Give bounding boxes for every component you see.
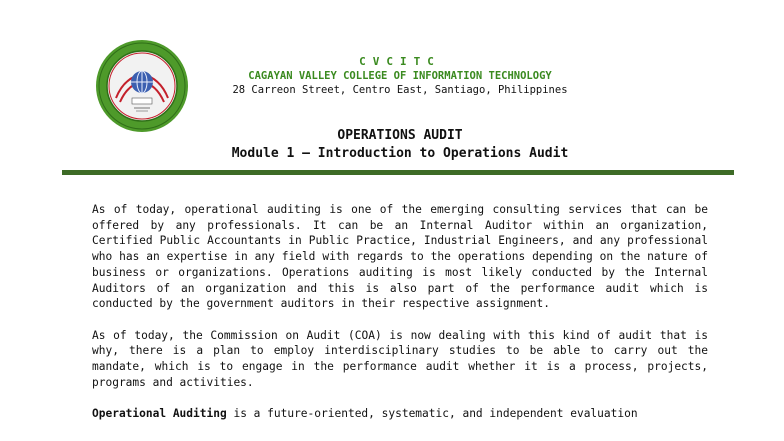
paragraph-lead-text: is a future-oriented, systematic, and independent evaluation — [226, 407, 638, 421]
paragraph-partial — [92, 406, 708, 422]
college-address: 28 Carreon Street, Centro East, Santiago, Philippines — [232, 84, 568, 96]
letterhead — [190, 55, 610, 97]
header-divider — [62, 170, 734, 175]
paragraph-lead-term: Operational Auditing — [92, 407, 227, 421]
document-body — [92, 202, 708, 438]
module-title: Module 1 – Introduction to Operations Audit — [231, 146, 569, 161]
college-seal-icon — [94, 38, 190, 134]
college-acronym: CVCITC — [359, 55, 441, 68]
paragraph: As of today, the Commission on Audit (COA) is now dealing with this kind of audit that is why, there is a plan to employ interdisciplinary studies to be able to carry out the mandate, which is to engage in the performance audit whether it is a process, projects, programs and activities. — [92, 328, 708, 389]
document-titles — [60, 127, 740, 163]
college-name: CAGAYAN VALLEY COLLEGE OF INFORMATION TECHNOLOGY — [248, 70, 552, 82]
paragraph: As of today, operational auditing is one of the emerging consulting services that can be offered by any professionals. It can be an Internal Auditor within an organization, Certified Public Accountants in Public Practice, Industrial Engineers, and any professional who has an expertise in any field with regards to the operations depending on the nature of business or organizations. Operations auditing is most likely conducted by the Internal Auditors of an organization and this is also part of the performance audit which is conducted by the government auditors in their respective assignment. — [92, 203, 708, 311]
document-title: OPERATIONS AUDIT — [337, 128, 463, 143]
